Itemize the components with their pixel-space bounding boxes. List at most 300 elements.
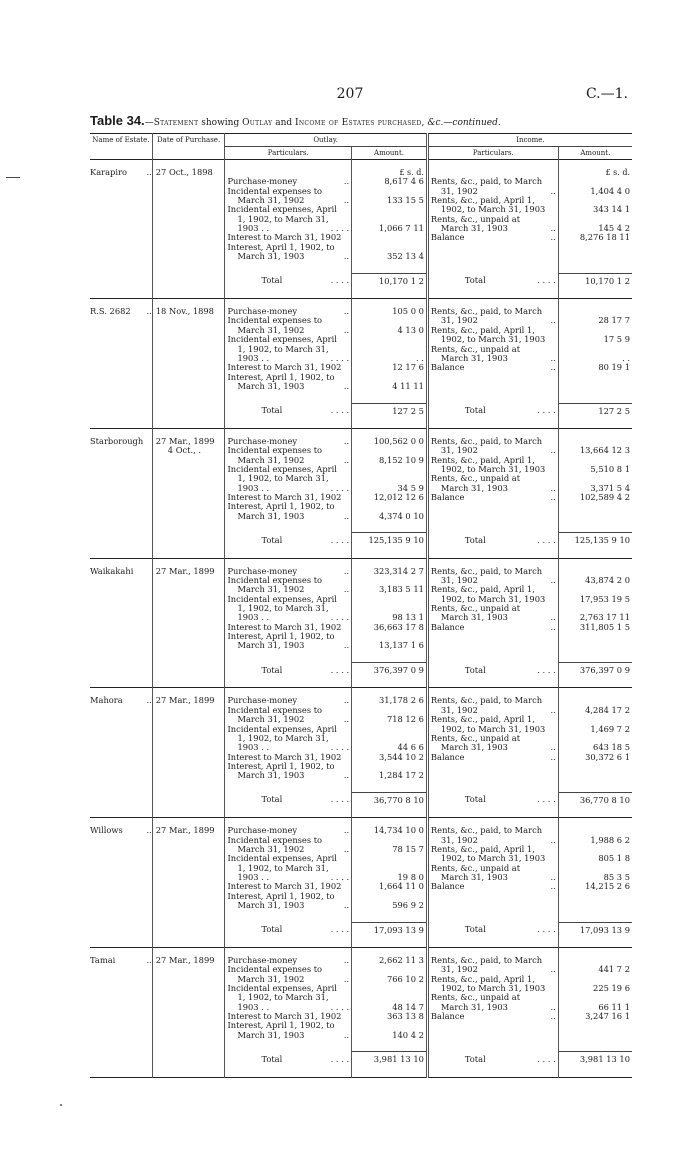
blank-line xyxy=(431,252,556,261)
particulars-text: Purchase-money xyxy=(227,177,298,187)
particulars-line xyxy=(227,854,349,863)
particulars-text: Incidental expenses to xyxy=(227,576,323,586)
particulars-text: 1903 . . xyxy=(237,872,270,882)
amount-value: 10,170 1 2 xyxy=(585,276,630,286)
purchase-date-cell xyxy=(152,818,225,922)
particulars-line xyxy=(227,696,349,705)
amount-value: 2,763 17 11 xyxy=(579,613,630,623)
blank-line xyxy=(559,892,632,901)
table-bottom-rule xyxy=(90,1077,632,1078)
estate-name-text: Starborough xyxy=(90,436,144,446)
amount-value: 225 19 6 xyxy=(593,984,630,994)
blank-line xyxy=(559,437,632,446)
blank-line xyxy=(352,604,426,613)
blank-line xyxy=(431,910,556,919)
particulars-text: Incidental expenses, April xyxy=(227,205,337,215)
particulars-line xyxy=(431,177,556,186)
particulars-line xyxy=(431,233,556,242)
blank-line xyxy=(559,1021,632,1030)
leader-dots: .. xyxy=(550,492,556,502)
amount-value: 1,988 6 2 xyxy=(590,835,630,845)
purchase-date-cell xyxy=(152,428,225,532)
blank-line xyxy=(352,854,426,863)
estate-name-text: Tamai xyxy=(90,956,116,966)
particulars-text: Incidental expenses, April xyxy=(227,854,337,864)
particulars-text: Rents, &c., paid, to March xyxy=(430,307,543,317)
amount-value: 36,770 8 10 xyxy=(579,795,630,805)
leader-dots: .. xyxy=(550,1002,556,1012)
particulars-text: 31, 1902 xyxy=(440,186,478,196)
blank-line xyxy=(431,261,556,270)
particulars-line xyxy=(431,576,556,585)
particulars-line xyxy=(227,993,349,1002)
particulars-text: Interest to March 31, 1902 xyxy=(227,233,342,243)
particulars-text: Interest, April 1, 1902, to xyxy=(227,761,335,771)
outlay-amount-cell xyxy=(352,688,428,792)
purchase-date-cell xyxy=(152,948,225,1052)
purchase-date-cell xyxy=(152,299,225,403)
total-label xyxy=(431,925,556,934)
purchase-date-cell xyxy=(152,688,225,792)
blank-line xyxy=(559,651,632,660)
outlay-particulars-cell xyxy=(225,688,352,792)
section-code: C.—1. xyxy=(585,86,628,102)
income-particulars-cell xyxy=(427,299,558,403)
leader-dots: .. xyxy=(343,844,350,854)
particulars-line xyxy=(431,205,556,214)
leader-dots: .. xyxy=(550,882,556,892)
blank-line xyxy=(431,892,556,901)
leader-dots: .. xyxy=(550,835,556,845)
particulars-line xyxy=(431,826,556,835)
amount-value: 30,372 6 1 xyxy=(585,752,630,762)
leader-dots: .. xyxy=(550,1012,556,1022)
income-particulars-cell xyxy=(427,818,558,922)
leader-dots: .. xyxy=(343,436,350,446)
particulars-line xyxy=(227,326,349,335)
particulars-text: March 31, 1902 xyxy=(237,844,305,854)
amount-value: 3,247 16 1 xyxy=(585,1012,630,1022)
blank-line xyxy=(559,956,632,965)
leader-dots: . . . . xyxy=(330,795,350,805)
amount-value: 3,371 5 4 xyxy=(590,483,630,493)
outlay-total-label-cell xyxy=(225,533,352,558)
particulars-text: 1902, to March 31, 1903 xyxy=(440,984,546,994)
particulars-text: 1903 . . xyxy=(237,613,270,623)
estate-name xyxy=(90,168,152,177)
particulars-line xyxy=(431,465,556,474)
particulars-text: Interest to March 31, 1902 xyxy=(227,622,342,632)
particulars-text: March 31, 1903 xyxy=(237,252,305,262)
particulars-text: 1, 1902, to March 31, xyxy=(237,474,329,484)
particulars-text: 31, 1902 xyxy=(440,316,478,326)
particulars-text: Incidental expenses, April xyxy=(227,464,337,474)
amount-value: 140 4 2 xyxy=(392,1030,424,1040)
leader-dots: .. xyxy=(146,168,152,177)
particulars-text: March 31, 1903 xyxy=(237,641,305,651)
total-text: Total xyxy=(261,535,283,545)
blank-line xyxy=(559,326,632,335)
particulars-line xyxy=(431,696,556,705)
blank-line xyxy=(559,975,632,984)
leader-dots: . . . . xyxy=(330,613,350,623)
particulars-text: Incidental expenses, April xyxy=(227,984,337,994)
particulars-line xyxy=(227,1031,349,1040)
particulars-line xyxy=(227,474,349,483)
amount-value: 376,397 0 9 xyxy=(373,666,424,676)
amount-value: 4 11 11 xyxy=(392,381,424,391)
particulars-line xyxy=(227,623,349,632)
blank-line xyxy=(559,382,632,391)
blank-line xyxy=(559,252,632,261)
particulars-line xyxy=(227,892,349,901)
income-total-cell xyxy=(558,792,632,817)
particulars-line xyxy=(431,484,556,493)
amount-value: 643 18 5 xyxy=(593,743,630,753)
blank-line xyxy=(559,474,632,483)
particulars-text: Incidental expenses to xyxy=(227,186,323,196)
particulars-line xyxy=(227,595,349,604)
leader-dots: . . . . xyxy=(330,743,350,753)
particulars-text: March 31, 1902 xyxy=(237,325,305,335)
particulars-text: Balance xyxy=(430,752,465,762)
purchase-date: 18 Nov., 1898 xyxy=(155,307,214,317)
particulars-line xyxy=(431,623,556,632)
blank-line xyxy=(559,781,632,790)
purchase-date: 27 Mar., 1899 xyxy=(155,566,215,576)
estate-name-text: R.S. 2682 xyxy=(90,307,131,317)
particulars-text: March 31, 1903 xyxy=(440,483,508,493)
total-label xyxy=(227,795,349,804)
blank-line xyxy=(559,641,632,650)
particulars-line xyxy=(227,484,349,493)
particulars-line xyxy=(227,363,349,372)
estate-row xyxy=(90,428,632,532)
blank-line xyxy=(431,1040,556,1049)
blank-line xyxy=(431,1031,556,1040)
blank-line xyxy=(559,696,632,705)
particulars-line xyxy=(227,734,349,743)
estate-row xyxy=(90,558,632,662)
blank-line xyxy=(352,864,426,873)
leader-dots: . . . . xyxy=(330,872,350,882)
blank-line xyxy=(431,651,556,660)
particulars-text: 1902, to March 31, 1903 xyxy=(440,464,546,474)
particulars-line xyxy=(227,826,349,835)
outlay-total-label-cell xyxy=(225,922,352,947)
amount-value: 3,981 13 10 xyxy=(373,1055,424,1065)
leader-dots: . . . . xyxy=(537,535,556,545)
income-total-label-cell xyxy=(427,792,558,817)
outlay-amount-cell xyxy=(352,558,428,662)
estate-name-cell xyxy=(90,948,152,1052)
estate-name xyxy=(90,696,152,705)
outlay-particulars-cell xyxy=(225,160,352,274)
particulars-text: March 31, 1902 xyxy=(237,715,305,725)
particulars-text: Interest to March 31, 1902 xyxy=(227,882,342,892)
income-total-label-cell xyxy=(427,533,558,558)
amount-value: 1,404 4 0 xyxy=(590,186,630,196)
table-number: Table 34. xyxy=(90,113,145,128)
blank-line xyxy=(352,465,426,474)
blank-line xyxy=(352,725,426,734)
particulars-text: Balance xyxy=(430,492,465,502)
outlay-particulars-cell xyxy=(225,818,352,922)
particulars-line xyxy=(227,205,349,214)
caption-text-2: and xyxy=(272,118,296,128)
particulars-line xyxy=(227,725,349,734)
blank-line xyxy=(559,502,632,511)
total-label xyxy=(431,406,556,415)
total-text: Total xyxy=(261,406,283,416)
blank-line xyxy=(352,205,426,214)
amount-value: 100,562 0 0 xyxy=(373,436,424,446)
particulars-text: 1902, to March 31, 1903 xyxy=(440,205,546,215)
total-text: Total xyxy=(261,665,283,675)
leader-dots: . . . . xyxy=(330,665,350,675)
particulars-text: 31, 1902 xyxy=(440,835,478,845)
total-row xyxy=(90,1052,632,1077)
header-income: Income. xyxy=(427,134,632,147)
amount-value: 28 17 7 xyxy=(598,316,630,326)
particulars-line xyxy=(227,576,349,585)
blank-line xyxy=(431,901,556,910)
amount-value: 17,953 19 5 xyxy=(579,594,630,604)
leader-dots: .. xyxy=(550,186,556,196)
leader-dots: .. xyxy=(343,381,350,391)
amount-value: 4,284 17 2 xyxy=(585,705,630,715)
amount-value: 133 15 5 xyxy=(386,196,424,206)
caption-outlay: Outlay xyxy=(242,118,273,128)
particulars-text: Rents, &c., unpaid at xyxy=(430,993,521,1003)
amount-value: 376,397 0 9 xyxy=(579,666,630,676)
purchase-date-cell xyxy=(152,160,225,274)
total-text: Total xyxy=(261,276,283,286)
purchase-date-cell xyxy=(152,558,225,662)
particulars-line xyxy=(227,585,349,594)
particulars-line xyxy=(431,316,556,325)
leader-dots: . . . . xyxy=(330,276,350,286)
particulars-text: Incidental expenses to xyxy=(227,835,323,845)
amount-value: 13,137 1 6 xyxy=(379,641,424,651)
particulars-line xyxy=(227,845,349,854)
estate-name-cell xyxy=(90,299,152,403)
particulars-line xyxy=(227,493,349,502)
income-total-cell xyxy=(558,663,632,688)
amount-value: 352 13 4 xyxy=(386,252,424,262)
particulars-text: Purchase-money xyxy=(227,566,298,576)
income-amount-cell xyxy=(558,160,632,274)
amount-value: 85 3 5 xyxy=(603,872,630,882)
income-total-cell xyxy=(558,1052,632,1077)
particulars-text: Interest, April 1, 1902, to xyxy=(227,242,335,252)
total-text: Total xyxy=(261,925,283,935)
income-amount-cell xyxy=(558,688,632,792)
amount-value: 1,284 17 2 xyxy=(379,771,424,781)
amount-value: 441 7 2 xyxy=(598,965,630,975)
income-amount-cell xyxy=(558,948,632,1052)
blank-line xyxy=(431,521,556,530)
blank-line xyxy=(431,382,556,391)
purchase-date: 27 Mar., 1899 xyxy=(155,956,215,966)
particulars-text: Rents, &c., unpaid at xyxy=(430,863,521,873)
blank-line xyxy=(352,632,426,641)
particulars-text: Rents, &c., paid, to March xyxy=(430,826,543,836)
particulars-text: March 31, 1903 xyxy=(440,872,508,882)
outlay-amount-cell xyxy=(352,428,428,532)
income-amount-cell xyxy=(558,299,632,403)
outlay-total-cell xyxy=(352,663,428,688)
blank-line xyxy=(431,391,556,400)
particulars-line xyxy=(227,354,349,363)
blank-line xyxy=(559,901,632,910)
particulars-line xyxy=(227,373,349,382)
blank-line xyxy=(352,576,426,585)
outlay-total-cell xyxy=(352,533,428,558)
blank-line xyxy=(431,502,556,511)
particulars-text: Rents, &c., unpaid at xyxy=(430,214,521,224)
estate-name-cell xyxy=(90,558,152,662)
amount-value: 8,152 10 9 xyxy=(379,455,424,465)
particulars-text: Rents, &c., paid, to March xyxy=(430,436,543,446)
amount-value: 80 19 1 xyxy=(598,363,630,373)
total-row xyxy=(90,922,632,947)
income-amount-cell xyxy=(558,558,632,662)
leader-dots: . . . . xyxy=(537,1054,556,1064)
blank-line xyxy=(352,316,426,325)
particulars-text: March 31, 1903 xyxy=(440,1002,508,1012)
blank-line xyxy=(431,243,556,252)
particulars-text: Balance xyxy=(430,622,465,632)
particulars-line xyxy=(227,243,349,252)
blank-line xyxy=(352,993,426,1002)
particulars-line xyxy=(227,307,349,316)
amount-value: 311,805 1 5 xyxy=(579,622,630,632)
margin-mark xyxy=(6,177,20,178)
leader-dots: .. xyxy=(343,566,350,576)
blank-line xyxy=(559,177,632,186)
blank-line xyxy=(431,762,556,771)
blank-line xyxy=(559,307,632,316)
particulars-line xyxy=(227,743,349,752)
header-income-amount: Amount. xyxy=(558,147,632,160)
purchase-date: 27 Mar., 1899 xyxy=(155,826,215,836)
amount-value: 36,770 8 10 xyxy=(373,795,424,805)
header-outlay-amount: Amount. xyxy=(352,147,428,160)
particulars-line xyxy=(431,567,556,576)
blank-line xyxy=(559,826,632,835)
amount-value: 125,135 9 10 xyxy=(368,536,424,546)
particulars-text: Interest to March 31, 1902 xyxy=(227,492,342,502)
blank-line xyxy=(559,261,632,270)
blank-line xyxy=(559,243,632,252)
outlay-amount-cell xyxy=(352,818,428,922)
amount-value: 78 15 7 xyxy=(392,844,424,854)
leader-dots: .. xyxy=(550,752,556,762)
particulars-line xyxy=(431,753,556,762)
blank-line xyxy=(431,771,556,780)
income-amount-cell xyxy=(558,818,632,922)
blank-line xyxy=(559,567,632,576)
blank-line xyxy=(559,196,632,205)
amount-value: 4 13 0 xyxy=(397,325,424,335)
particulars-line xyxy=(227,187,349,196)
particulars-text: March 31, 1903 xyxy=(237,1030,305,1040)
currency-units: £ s. d. xyxy=(399,168,424,177)
particulars-line xyxy=(227,882,349,891)
particulars-line xyxy=(431,1012,556,1021)
amount-value: 48 14 7 xyxy=(392,1002,424,1012)
income-total-cell xyxy=(558,533,632,558)
particulars-line xyxy=(431,965,556,974)
blank-line xyxy=(352,474,426,483)
particulars-text: Interest, April 1, 1902, to xyxy=(227,502,335,512)
particulars-line xyxy=(227,196,349,205)
estate-name xyxy=(90,826,152,835)
income-total-label-cell xyxy=(427,403,558,428)
particulars-line xyxy=(431,845,556,854)
particulars-text: Rents, &c., paid, April 1, xyxy=(430,196,535,206)
particulars-text: Interest, April 1, 1902, to xyxy=(227,891,335,901)
particulars-line xyxy=(227,753,349,762)
amount-value: 44 6 6 xyxy=(397,743,424,753)
particulars-text: Balance xyxy=(430,363,465,373)
header-income-particulars: Particulars. xyxy=(427,147,558,160)
particulars-text: Rents, &c., unpaid at xyxy=(430,733,521,743)
blank-line xyxy=(431,373,556,382)
particulars-text: 1903 . . xyxy=(237,483,270,493)
blank-line xyxy=(559,632,632,641)
particulars-text: Balance xyxy=(430,233,465,243)
particulars-text: Rents, &c., paid, to March xyxy=(430,177,543,187)
particulars-text: Rents, &c., unpaid at xyxy=(430,474,521,484)
total-row xyxy=(90,533,632,558)
particulars-text: Rents, &c., paid, to March xyxy=(430,696,543,706)
purchase-date: 27 Mar., 1899 xyxy=(155,696,215,706)
amount-value: 343 14 1 xyxy=(593,205,630,215)
leader-dots: .. xyxy=(550,705,556,715)
outlay-particulars-cell xyxy=(225,299,352,403)
leader-dots: .. xyxy=(550,446,556,456)
estate-name-text: Waikakahi xyxy=(90,566,134,576)
particulars-text: Rents, &c., paid, to March xyxy=(430,566,543,576)
particulars-line xyxy=(431,446,556,455)
blank-line xyxy=(352,243,426,252)
particulars-line xyxy=(431,345,556,354)
amount-value: 10,170 1 2 xyxy=(379,276,424,286)
blank-line xyxy=(352,373,426,382)
total-text: Total xyxy=(261,1054,283,1064)
amount-value: 8,617 4 6 xyxy=(384,177,424,187)
leader-dots: .. xyxy=(146,307,152,317)
leader-dots: . . . . xyxy=(330,406,350,416)
leader-dots: .. xyxy=(550,622,556,632)
estate-name-text: Karapiro xyxy=(90,168,127,177)
income-total-label-cell xyxy=(427,922,558,947)
particulars-line xyxy=(431,854,556,863)
particulars-line xyxy=(227,706,349,715)
particulars-line xyxy=(431,956,556,965)
particulars-text: Purchase-money xyxy=(227,956,298,966)
outlay-total-cell xyxy=(352,922,428,947)
particulars-text: Purchase-money xyxy=(227,307,298,317)
outlay-particulars-cell xyxy=(225,948,352,1052)
leader-dots: . . . . xyxy=(537,276,556,286)
amount-value: 1,664 11 0 xyxy=(379,882,424,892)
amount-value: 596 9 2 xyxy=(392,901,424,910)
outlay-total-cell xyxy=(352,1052,428,1077)
particulars-line xyxy=(431,456,556,465)
